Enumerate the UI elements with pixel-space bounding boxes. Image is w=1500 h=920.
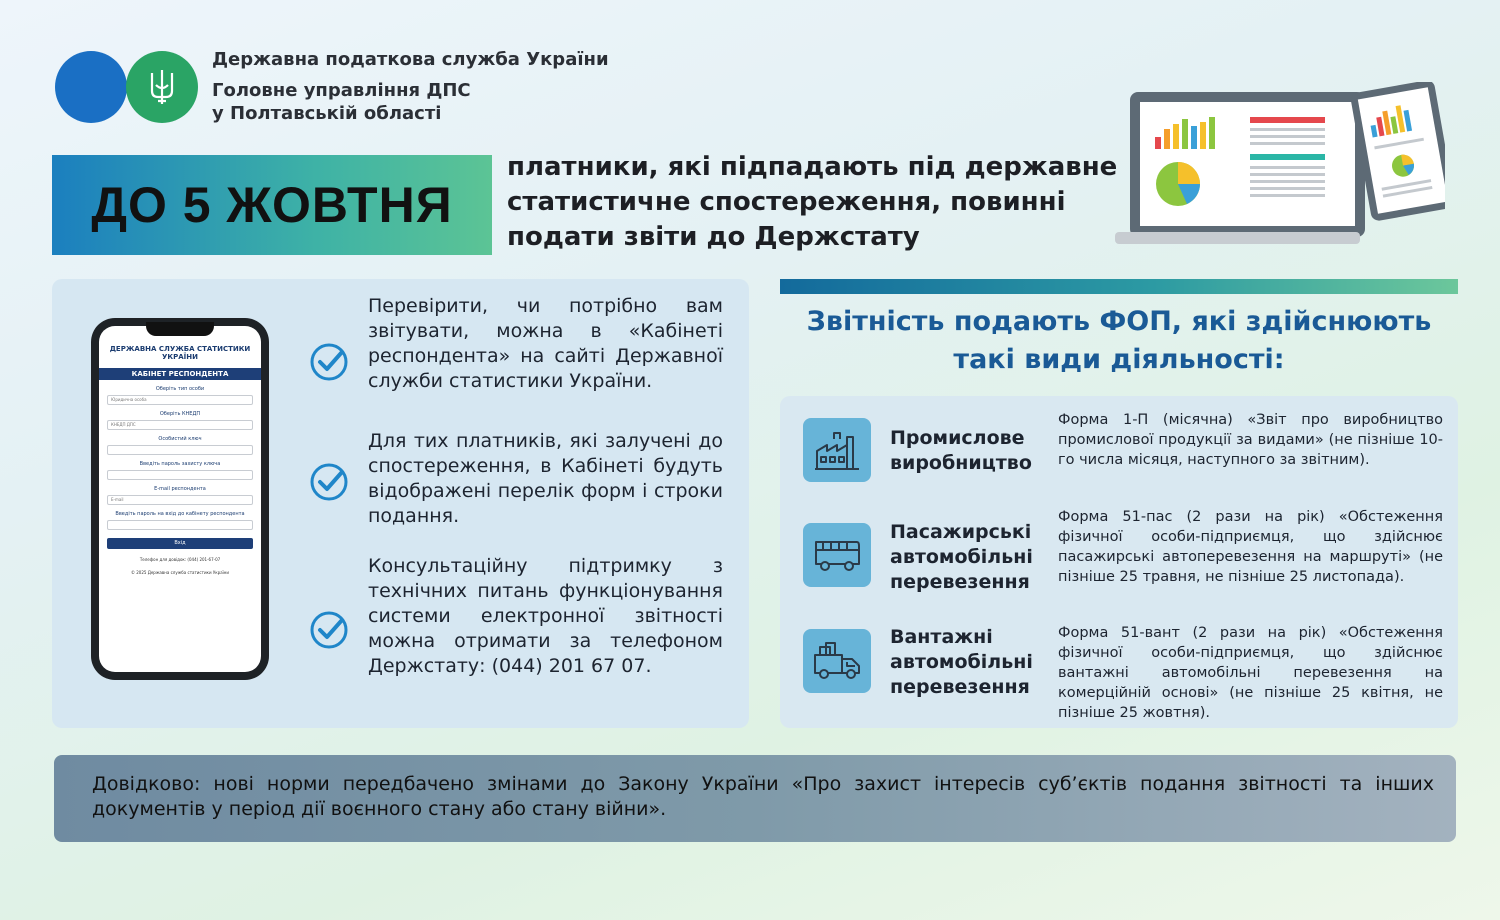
logo-green-circle [126,51,198,123]
screen-select-kned: КНЕДП ДПС [107,420,253,430]
trident-icon [148,67,176,107]
screen-field-pass [107,470,253,480]
right-title: Звітність подають ФОП, які здійснюють такі види діяльності: [806,306,1432,375]
activity-form: Форма 1-П (місячна) «Звіт про виробництво промислової продукції за видами» (не пізніше 10-го числа місяця, наступного за звітним). [1058,412,1443,468]
activity-name: Пасажирські автомобільні перевезення [890,521,1033,593]
screen-label-email: E-mail респондента [154,486,206,492]
screen-label-cab: Введіть пароль на вхід до кабінету респондента [115,511,245,517]
screen-login-button: Вхід [107,538,253,549]
headline: платники, які підпадають під державне статистичне спостереження, повинні подати звіти до Держстату [507,152,1118,252]
screen-label-pass: Введіть пароль захисту ключа [139,461,221,467]
check-icon [309,610,349,650]
screen-field-cab [107,520,253,530]
activity-icon-box [803,418,871,482]
deadline-text: ДО 5 ЖОВТНЯ [91,177,453,233]
activity-form: Форма 51-вант (2 рази на рік) «Обстеження фізичної особи-підприємця, що здійснює вантажні автомобільні перевезення на комерційній основі» (не пізніше 25 квітня, не пізніше 25 жовтня). [1058,625,1443,721]
phone-screen [99,326,261,672]
org-region: у Полтавській області [212,103,442,124]
screen-phone: Телефон для довідок: (044) 201-67-07 [139,557,221,562]
info-item-forms: Для тих платників, які залучені до спостереження, в Кабінеті будуть відображені перелік форм і строки подання. [368,430,723,527]
screen-footer: © 2025 Державна служба статистики України [130,570,229,575]
screen-title: ДЕРЖАВНА СЛУЖБА СТАТИСТИКИ УКРАЇНИ [109,345,251,361]
screen-field-key [107,445,253,455]
screen-label-kned: Оберіть КНЕДП [159,411,201,417]
factory-icon [814,429,860,471]
screen-cabinet-bar: КАБІНЕТ РЕСПОНДЕНТА [99,368,261,380]
check-icon [309,342,349,382]
activity-icon-box [803,523,871,587]
deadline-banner [52,155,492,255]
screen-label-type: Оберіть тип особи [155,386,205,392]
right-accent-bar [780,279,1458,294]
logo-blue-circle [55,51,127,123]
laptop-tablet-illustration [1115,82,1445,252]
activity-name: Вантажні автомобільні перевезення [890,626,1033,698]
activity-form: Форма 51-пас (2 рази на рік) «Обстеження фізичної особи-підприємця, що здійснює пасажирські автоперевезення на маршруті» (не пізніше 25 травня, не пізніше 25 листопада). [1058,509,1443,585]
bus-icon [813,538,861,572]
phone-notch [146,322,214,336]
footer-note: Довідково: нові норми передбачено змінами до Закону України «Про захист інтересів суб’єктів подання звітності та інших документів у період дії воєнного стану або стану війни». [92,773,1434,820]
screen-field-email: E-mail [107,495,253,505]
screen-select-type: Юридична особа [107,395,253,405]
org-department: Головне управління ДПС [212,80,471,101]
activity-icon-box [803,629,871,693]
check-icon [309,462,349,502]
org-name: Державна податкова служба України [212,49,609,70]
activity-name: Промислове виробництво [890,427,1032,474]
info-item-support: Консультаційну підтримку з технічних питань функціонування системи електронної звітності можна отримати за телефоном Держстату: (044) 201 67 07. [368,555,723,677]
info-item-check: Перевірити, чи потрібно вам звітувати, можна в «Кабінеті респондента» на сайті Державної служби статистики України. [368,295,723,392]
screen-label-key: Особистий ключ [158,436,202,442]
truck-icon [812,641,862,681]
